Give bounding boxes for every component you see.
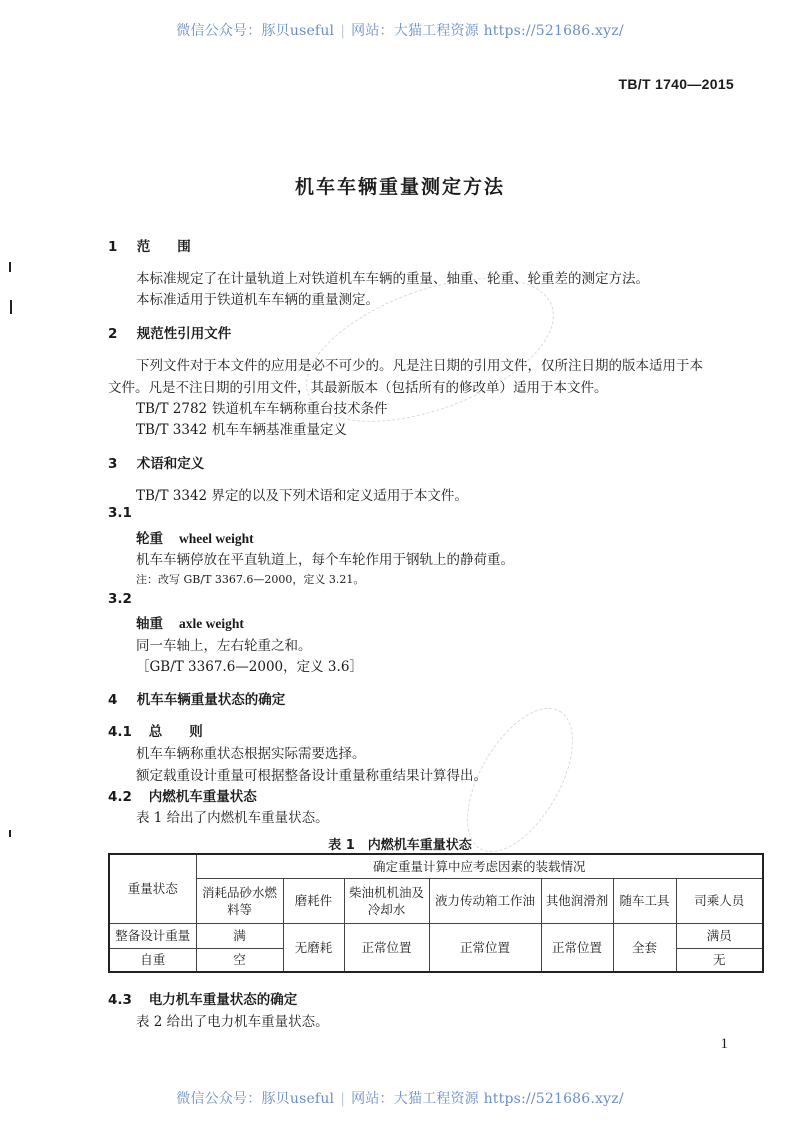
section-4-3-heading: 4.3 电力机车重量状态的确定 xyxy=(108,992,298,1008)
reference-code: TB/T 2782 xyxy=(136,401,208,417)
term-3-2-definition: 同一车轴上，左右轮重之和。 xyxy=(136,638,312,654)
section-4-heading: 4 机车车辆重量状态的确定 xyxy=(108,692,286,708)
section-2-paragraph-line1: 下列文件对于本文件的应用是必不可少的。凡是注日期的引用文件，仅所注日期的版本适用于本 xyxy=(136,358,703,374)
reference-code: TB/T 3342 xyxy=(136,422,208,438)
table-column-header: 随车工具 xyxy=(613,878,676,923)
table-cell-state: 整备设计重量 xyxy=(109,923,196,948)
table-cell-diesel-oil-coolant: 正常位置 xyxy=(344,923,429,972)
page-number: 1 xyxy=(720,1036,728,1052)
section-3-intro: TB/T 3342 界定的以及下列术语和定义适用于本文件。 xyxy=(136,488,468,504)
term-3-2-name xyxy=(136,612,244,632)
term-3-1-number: 3.1 xyxy=(108,505,132,521)
table-cell-crew: 无 xyxy=(676,948,763,972)
table-1-caption: 表 1 内燃机车重量状态 xyxy=(328,838,472,853)
section-4-1-heading: 4.1 总 则 xyxy=(108,724,203,740)
reference-title: 铁道机车车辆称重台技术条件 xyxy=(212,401,388,417)
table-cell-tools: 全套 xyxy=(613,923,676,972)
table-column-header: 司乘人员 xyxy=(676,878,763,923)
table-column-header: 磨耗件 xyxy=(283,878,344,923)
table-row-header: 重量状态 xyxy=(109,854,196,923)
term-en: axle weight xyxy=(179,616,244,631)
section-1-paragraph: 本标准适用于铁道机车车辆的重量测定。 xyxy=(136,292,379,308)
section-3-heading: 3 术语和定义 xyxy=(108,456,205,472)
section-4-3-paragraph: 表 2 给出了电力机车重量状态。 xyxy=(136,1014,329,1030)
section-4-1-paragraph: 机车车辆称重状态根据实际需要选择。 xyxy=(136,746,366,762)
table-column-header: 液力传动箱工作油 xyxy=(429,878,541,923)
table-column-header: 其他润滑剂 xyxy=(541,878,613,923)
watermark-separator: | xyxy=(340,23,346,39)
section-1-heading: 1 范 围 xyxy=(108,239,191,255)
standard-number: TB/T 1740—2015 xyxy=(618,76,734,92)
term-en: wheel weight xyxy=(179,531,254,546)
section-2-paragraph-line2: 文件。凡是不注日期的引用文件，其最新版本（包括所有的修改单）适用于本文件。 xyxy=(108,380,608,396)
table-1 xyxy=(108,853,764,973)
table-cell-crew: 满员 xyxy=(676,923,763,948)
term-3-1-definition: 机车车辆停放在平直轨道上，每个车轮作用于钢轨上的静荷重。 xyxy=(136,552,514,568)
scan-mark xyxy=(9,262,11,272)
watermark-separator: | xyxy=(340,1091,346,1107)
table-cell-consumables: 空 xyxy=(196,948,283,972)
term-cn: 轴重 xyxy=(136,616,163,632)
term-cn: 轮重 xyxy=(136,531,163,547)
table-group-header: 确定重量计算中应考虑因素的装载情况 xyxy=(196,854,763,878)
scan-mark xyxy=(10,300,12,314)
watermark-site: 网站：大猫工程资源 https://521686.xyz/ xyxy=(351,1091,624,1107)
section-4-1-paragraph: 额定载重设计重量可根据整备设计重量称重结果计算得出。 xyxy=(136,768,487,784)
table-cell-consumables: 满 xyxy=(196,923,283,948)
top-watermark xyxy=(0,20,800,40)
section-2-heading: 2 规范性引用文件 xyxy=(108,326,232,342)
table-row xyxy=(109,923,763,948)
term-3-1-note: 注：改写 GB/T 3367.6—2000，定义 3.21。 xyxy=(136,573,365,586)
table-column-header: 柴油机机油及冷却水 xyxy=(344,878,429,923)
reference-item xyxy=(136,397,388,417)
term-3-1-name xyxy=(136,527,254,547)
reference-title: 机车车辆基准重量定义 xyxy=(212,422,347,438)
watermark-wechat: 微信公众号：豚贝useful xyxy=(176,23,335,39)
term-3-2-number: 3.2 xyxy=(108,591,132,607)
table-cell-hydraulic-oil: 正常位置 xyxy=(429,923,541,972)
section-4-2-heading: 4.2 内燃机车重量状态 xyxy=(108,789,257,805)
table-column-header: 消耗品砂水燃料等 xyxy=(196,878,283,923)
term-3-2-source: ［GB/T 3367.6—2000，定义 3.6］ xyxy=(136,659,363,675)
reference-item xyxy=(136,418,347,438)
watermark-site: 网站：大猫工程资源 https://521686.xyz/ xyxy=(351,23,624,39)
table-cell-wear-parts: 无磨耗 xyxy=(283,923,344,972)
document-title: 机车车辆重量测定方法 xyxy=(294,176,505,198)
bottom-watermark xyxy=(0,1088,800,1108)
section-1-paragraph: 本标准规定了在计量轨道上对铁道机车车辆的重量、轴重、轮重、轮重差的测定方法。 xyxy=(136,271,649,287)
table-cell-other-lubricants: 正常位置 xyxy=(541,923,613,972)
watermark-wechat: 微信公众号：豚贝useful xyxy=(176,1091,335,1107)
table-cell-state: 自重 xyxy=(109,948,196,972)
section-4-2-paragraph: 表 1 给出了内燃机车重量状态。 xyxy=(136,810,329,826)
